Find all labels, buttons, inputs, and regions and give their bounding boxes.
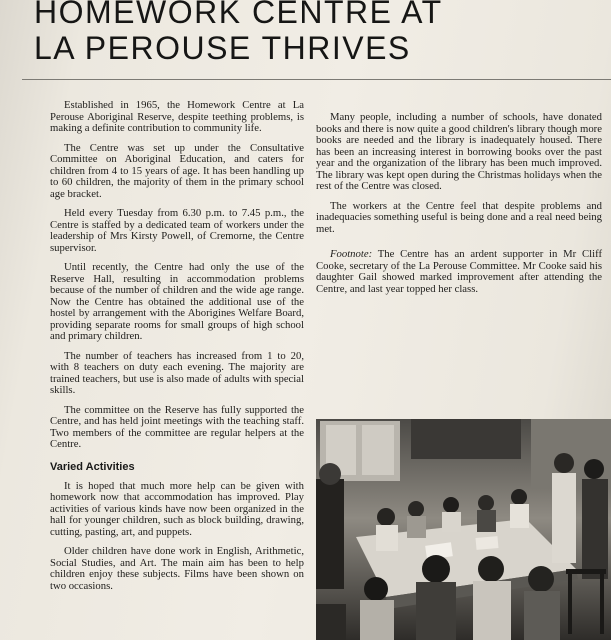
footnote	[316, 249, 602, 295]
headline-rule	[22, 79, 611, 80]
classroom-photo	[316, 419, 611, 640]
paragraph-homework-help: It is hoped that much more help can be given with homework now that accommodation has improved. Play activities of various kinds have now been organized in the hall for younger children, such as block building, drawing, cutting, pasting, art, and puppets.	[50, 479, 304, 538]
footnote-label: Footnote:	[330, 248, 373, 260]
footnote-text: The Centre has an ardent supporter in Mr Cliff Cooke, secretary of the La Perouse Committee. Mr Cooke said his daughter Gail showed marked improvement after attending the Centre, and last year topped her class.	[316, 248, 602, 295]
left-column	[50, 100, 304, 600]
classroom-photo-illustration	[316, 419, 611, 640]
paragraph-schedule: Held every Tuesday from 6.30 p.m. to 7.45 p.m., the Centre is staffed by a dedicated team of workers under the leadership of Mrs Kirsty Powell, of Cremorne, the Centre supervisor.	[50, 207, 304, 254]
paragraph-workers: The workers at the Centre feel that despite problems and inadequacies something useful is being done and a real need being met.	[316, 199, 602, 235]
paragraph-established: Established in 1965, the Homework Centre at La Perouse Aboriginal Reserve, despite teething problems, is making a definite contribution to community life.	[50, 99, 304, 134]
paragraph-teachers: The number of teachers has increased from 1 to 20, with 8 teachers on duty each evening. The majority are trained teachers, but use is also made of adults with special skills.	[50, 349, 304, 396]
paragraph-older-children: Older children have done work in English, Arithmetic, Social Studies, and Art. The main aim has been to help children enjoy these subjects. Films have been shown on two occasions.	[50, 545, 304, 592]
subheading-varied-activities: Varied Activities	[50, 460, 135, 473]
paragraph-accommodation: Until recently, the Centre had only the use of the Reserve Hall, resulting in accommodation problems because of the number of children and the wide age range. Now the Centre has obtained the additional use of the hostel by arrangement with the Aborigines Welfare Board, providing separate rooms for small groups of high school and primary children.	[50, 261, 304, 342]
paragraph-committee: The committee on the Reserve has fully supported the Centre, and has held joint meetings with the teaching staff. Two members of the committee are regular helpers at the Centre.	[50, 403, 304, 450]
headline-line-2: LA PEROUSE THRIVES	[34, 30, 411, 66]
paragraph-setup: The Centre was set up under the Consultative Committee on Aboriginal Education, and caters for children from 4 to 15 years of age. It has been handling up to 60 children, the majority of them in the primary school age bracket.	[50, 141, 304, 200]
headline-line-1: HOMEWORK CENTRE AT	[34, 0, 443, 30]
right-column	[316, 112, 602, 303]
article-headline	[34, 0, 443, 66]
paragraph-library: Many people, including a number of schools, have donated books and there is now quite a good children's library though more books are needed and the library is inadequately housed. There has been an increasing interest in borrowing books over the past year and the organization of the library has been much improved. The library was kept open during the Christmas holidays when the rest of the Centre was closed.	[316, 111, 602, 192]
